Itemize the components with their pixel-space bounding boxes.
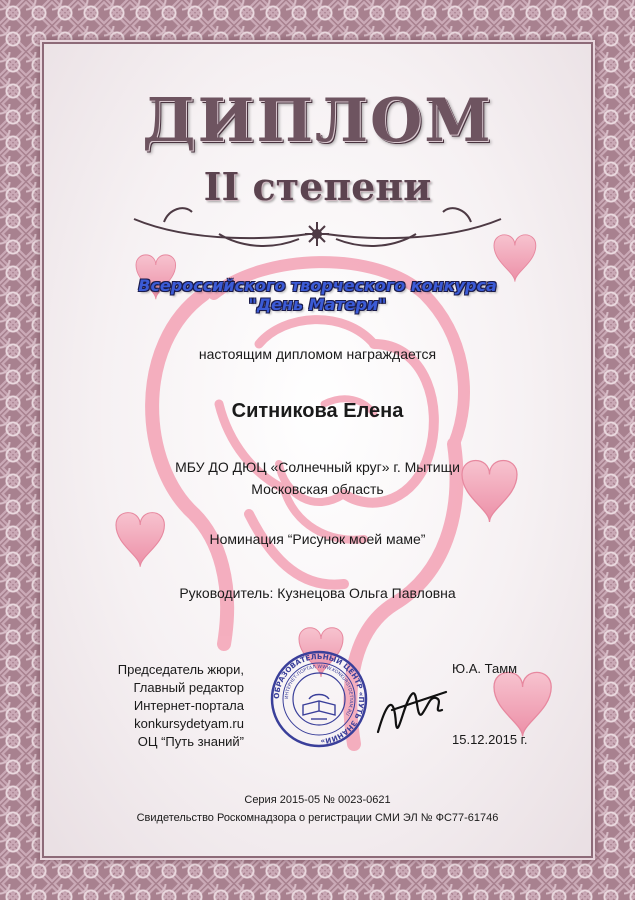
contest-name-line2: "День Матери" xyxy=(248,295,387,314)
jury-chair-line: ОЦ “Путь знаний” xyxy=(137,734,244,749)
contest-name-line1: Всероссийского творческого конкурса xyxy=(138,276,497,295)
official-stamp xyxy=(269,649,369,749)
jury-chair-line: konkursydetyam.ru xyxy=(134,716,244,731)
awarded-text: настоящим дипломом награждается xyxy=(198,346,437,362)
jury-chair-line: Интернет-портала xyxy=(133,698,244,713)
issue-date: 15.12.2015 г. xyxy=(452,732,528,747)
handwritten-signature xyxy=(372,684,452,744)
jury-chair-line: Главный редактор xyxy=(133,680,244,695)
signer-name: Ю.А. Тамм xyxy=(452,661,518,676)
leader-text: Руководитель: Кузнецова Ольга Павловна xyxy=(179,585,456,601)
diploma-title: ДИПЛОМ xyxy=(142,86,493,156)
organization-line2: Московская область xyxy=(251,481,384,497)
book-icon xyxy=(303,695,335,720)
series-number: Серия 2015-05 № 0023-0621 xyxy=(244,794,391,806)
stamp-outer-text: ОБРАЗОВАТЕЛЬНЫЙ ЦЕНТР «ПУТЬ ЗНАНИЙ» xyxy=(271,651,367,747)
diploma-body xyxy=(44,44,591,856)
organization-line1: МБУ ДО ДЮЦ «Солнечный круг» г. Мытищи xyxy=(175,459,460,475)
stamp-inner-text: ИНТЕРНЕТ-ПОРТАЛ WWW.KONKURSYDETYAM.RU xyxy=(284,664,354,716)
diploma-degree: II степени xyxy=(203,164,432,209)
jury-chair-line: Председатель жюри, xyxy=(117,662,244,677)
jury-chair-block xyxy=(84,661,244,751)
registration-certificate: Свидетельство Роскомнадзора о регистрации СМИ ЭЛ № ФС77-61746 xyxy=(136,812,499,824)
nomination-text: Номинация “Рисунок моей маме” xyxy=(209,531,426,547)
recipient-name: Ситникова Елена xyxy=(231,400,404,422)
flower-ornament-icon xyxy=(305,222,329,246)
